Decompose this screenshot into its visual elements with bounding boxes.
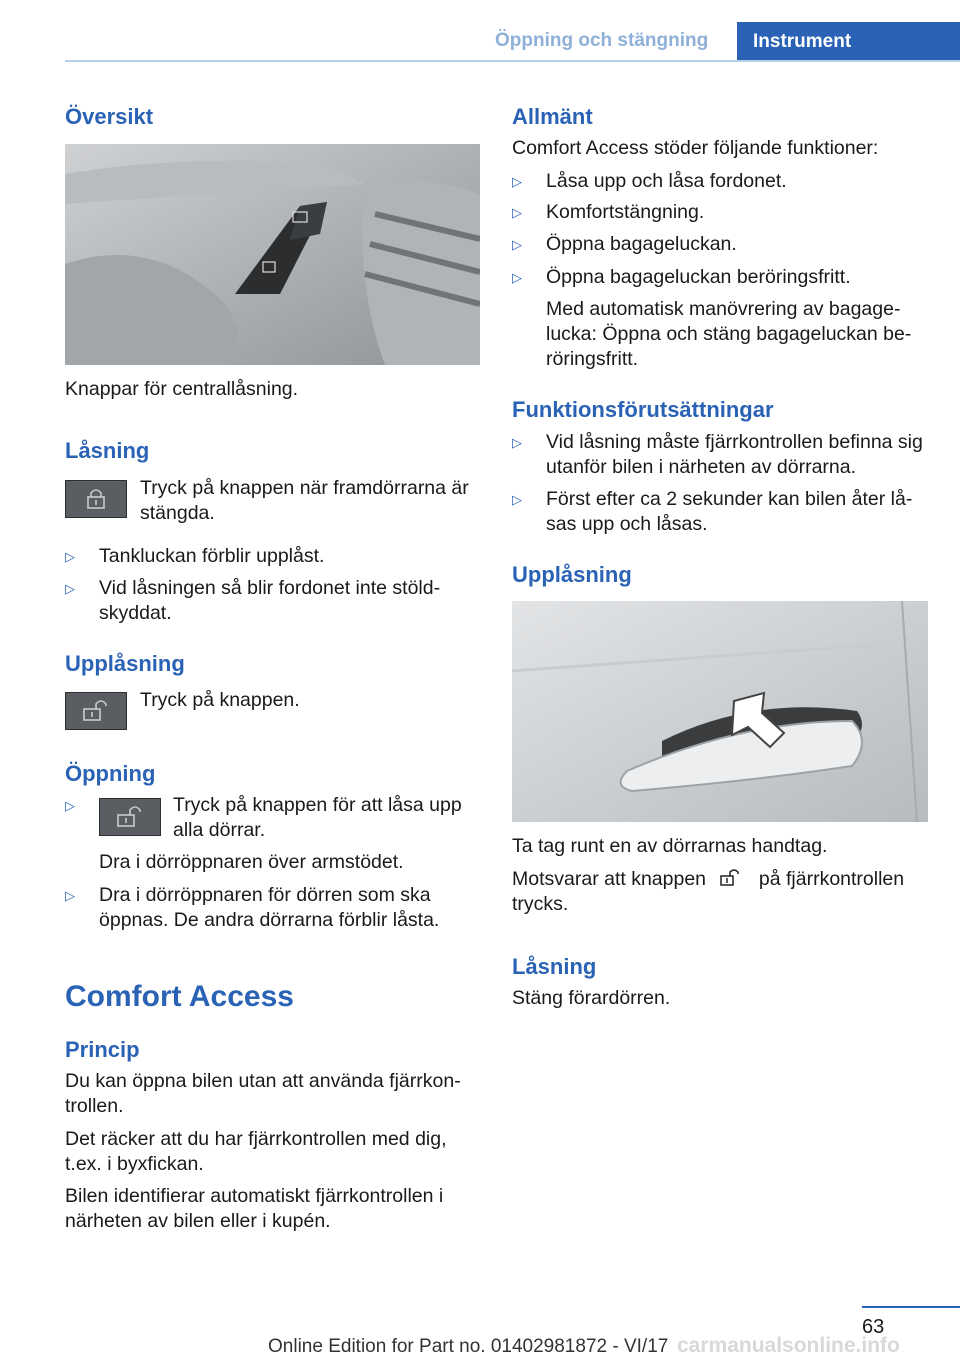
page-number: 63 xyxy=(862,1316,885,1338)
lasning-bullet-1: Tankluckan förblir upplåst. xyxy=(99,545,325,567)
heading-oversikt: Översikt xyxy=(65,104,154,129)
heading-princip: Princip xyxy=(65,1037,140,1062)
unlock-button-image xyxy=(65,692,127,730)
unlock-icon xyxy=(715,868,749,888)
lock-icon xyxy=(66,481,126,517)
heading-upplasning-right: Upplåsning xyxy=(512,562,632,587)
heading-upplasning-left: Upplåsning xyxy=(65,651,185,676)
bullet-marker: ▷ xyxy=(65,798,75,813)
heading-oppning: Öppning xyxy=(65,761,156,786)
bullet-marker: ▷ xyxy=(65,549,75,564)
text-upplasning-right xyxy=(512,867,932,917)
princip-p1: Du kan öppna bilen utan att använda fjärrkontrollen. xyxy=(65,1070,461,1117)
allmant-bullet-3: Öppna bagageluckan. xyxy=(546,233,737,255)
caption-upplasning: Ta tag runt en av dörrarnas handtag. xyxy=(512,835,828,857)
running-header-tab: Instrument xyxy=(737,22,960,62)
oppning-bullet-1-sub: Dra i dörröppnaren över armstödet. xyxy=(99,851,404,873)
watermark: carmanualsonline.info xyxy=(677,1334,900,1357)
heading-lasning: Låsning xyxy=(65,438,150,463)
bullet-marker: ▷ xyxy=(512,205,522,220)
allmant-bullet-2: Komfortstängning. xyxy=(546,201,705,223)
heading-funktionsforutsattningar: Funktionsförutsättningar xyxy=(512,397,774,422)
oppning-bullet-2: Dra i dörröppnaren för dörren som ska öppnas. De andra dörrarna förblir låsta. xyxy=(99,884,440,931)
allmant-intro: Comfort Access stöder följande funktioner: xyxy=(512,137,879,159)
allmant-bullet-4: Öppna bagageluckan beröringsfritt. xyxy=(546,266,851,288)
bullet-marker: ▷ xyxy=(512,435,522,450)
lock-button-image xyxy=(65,480,127,518)
text-upplasning-left: Tryck på knappen. xyxy=(140,689,300,711)
bullet-marker: ▷ xyxy=(512,270,522,285)
oppning-bullet-1: Tryck på knappen för att låsa upp alla dörrar. xyxy=(173,794,462,841)
heading-allmant: Allmänt xyxy=(512,104,593,129)
lasning-bullet-2: Vid låsningen så blir fordonet inte stöldskyddat. xyxy=(99,577,441,624)
door-panel-photo xyxy=(65,144,480,365)
princip-p2: Det räcker att du har fjärrkontrollen med dig, t.ex. i byxfickan. xyxy=(65,1128,447,1175)
heading-lasning-right: Låsning xyxy=(512,954,597,979)
allmant-sub: Med automatisk manövrering av bagagelucka: Öppna och stäng bagageluckan beröringsfritt. xyxy=(546,298,912,370)
heading-comfort-access: Comfort Access xyxy=(65,980,294,1013)
bullet-marker: ▷ xyxy=(65,888,75,903)
text-lasning-right: Stäng förardörren. xyxy=(512,987,671,1009)
running-header-section: Öppning och stängning xyxy=(495,30,709,51)
page-number-rule xyxy=(862,1306,960,1308)
funk-bullet-2: Först efter ca 2 sekunder kan bilen åter låsas upp och låsas. xyxy=(546,488,913,535)
princip-p3: Bilen identifierar automatiskt fjärrkontrollen i närheten av bilen eller i kupén. xyxy=(65,1185,444,1232)
bullet-marker: ▷ xyxy=(65,581,75,596)
header-rule xyxy=(65,60,960,62)
unlock-button-image-2 xyxy=(99,798,161,836)
text-upplasning-part2: på fjärrkontrollen trycks. xyxy=(512,868,905,915)
unlock-icon xyxy=(100,799,160,835)
funk-bullet-1: Vid låsning måste fjärrkontrollen befinna sig utanför bilen i närheten av dörrarna. xyxy=(546,431,923,478)
text-lasning: Tryck på knappen när framdörrarna är stängda. xyxy=(140,477,469,524)
bullet-marker: ▷ xyxy=(512,492,522,507)
door-handle-photo xyxy=(512,601,928,822)
bullet-marker: ▷ xyxy=(512,237,522,252)
allmant-bullet-1: Låsa upp och låsa fordonet. xyxy=(546,170,787,192)
unlock-icon xyxy=(66,693,126,729)
footer-edition: Online Edition for Part no. 01402981872 - VI/17 xyxy=(268,1336,669,1357)
caption-oversikt: Knappar för centrallåsning. xyxy=(65,378,299,400)
text-upplasning-part1: Motsvarar att knappen xyxy=(512,868,707,890)
bullet-marker: ▷ xyxy=(512,174,522,189)
